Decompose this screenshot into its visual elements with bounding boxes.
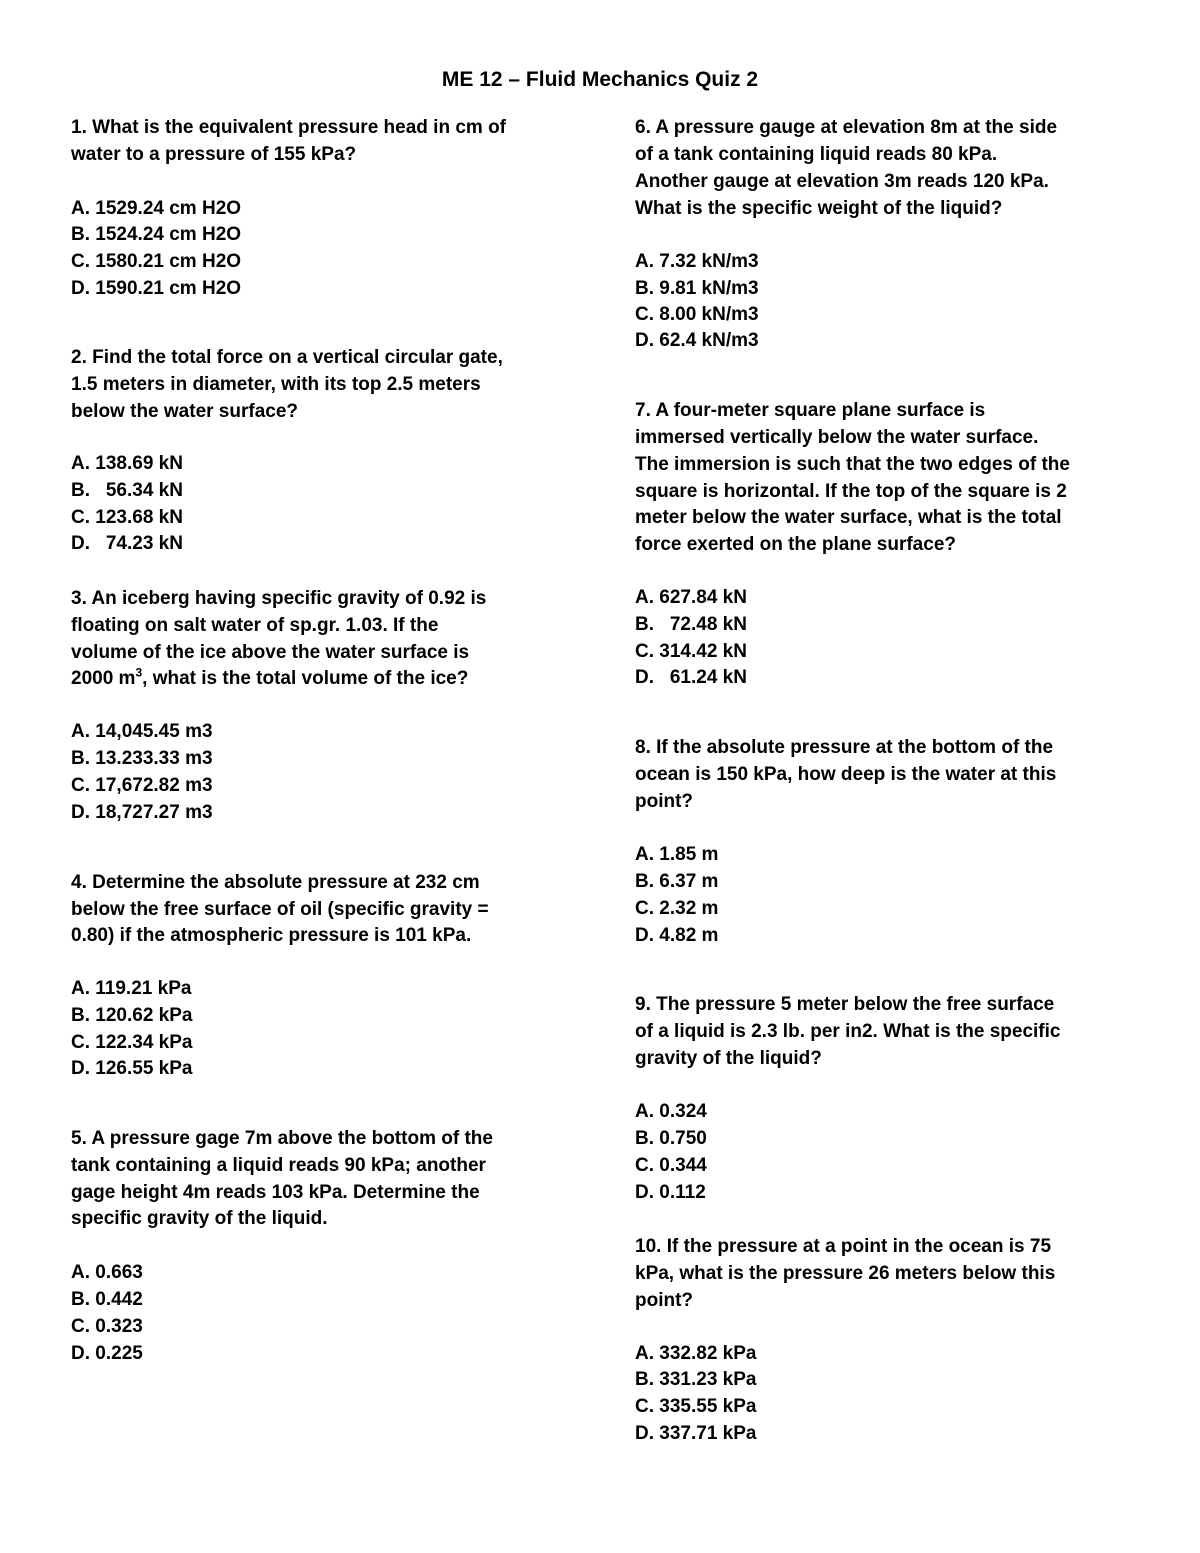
question-8-text: 8. If the absolute pressure at the bottom of the [635, 737, 1054, 758]
question-2-choice-d: D. 74.23 kN [71, 533, 183, 554]
question-1-choice-c: C. 1580.21 cm H2O [71, 251, 242, 272]
question-1-text: 1. What is the equivalent pressure head in cm of [71, 117, 506, 138]
question-7-text: force exerted on the plane surface? [635, 534, 956, 555]
question-7-choice-b: B. 72.48 kN [635, 614, 747, 635]
question-3-text: 3. An iceberg having specific gravity of 0.92 is [71, 588, 487, 609]
question-4-choice-b: B. 120.62 kPa [71, 1005, 193, 1026]
question-3-text: floating on salt water of sp.gr. 1.03. If the [71, 615, 439, 636]
question-2-choice-a: A. 138.69 kN [71, 453, 183, 474]
question-5-text: 5. A pressure gage 7m above the bottom of the [71, 1128, 493, 1149]
question-2-choice-c: C. 123.68 kN [71, 507, 183, 528]
question-3-text [71, 667, 468, 691]
question-10-text: point? [635, 1290, 694, 1311]
question-9-text: gravity of the liquid? [635, 1048, 822, 1069]
question-4-text: 4. Determine the absolute pressure at 232 cm [71, 872, 480, 893]
question-7-choice-c: C. 314.42 kN [635, 641, 747, 662]
question-3-text-part: 2000 m [71, 668, 136, 689]
question-2-choice-b: B. 56.34 kN [71, 480, 183, 501]
question-7-text: immersed vertically below the water surface. [635, 427, 1039, 448]
question-7-choice-a: A. 627.84 kN [635, 587, 747, 608]
question-3-text: volume of the ice above the water surface is [71, 642, 470, 663]
question-10-choice-a: A. 332.82 kPa [635, 1343, 757, 1364]
question-10-choice-c: C. 335.55 kPa [635, 1396, 757, 1417]
question-9-text: 9. The pressure 5 meter below the free surface [635, 994, 1055, 1015]
question-3-choice-d: D. 18,727.27 m3 [71, 802, 213, 823]
question-4-text: below the free surface of oil (specific gravity = [71, 899, 489, 920]
question-7-text: square is horizontal. If the top of the square is 2 [635, 481, 1067, 502]
question-5-choice-b: B. 0.442 [71, 1289, 143, 1310]
question-6-text: 6. A pressure gauge at elevation 8m at the side [635, 117, 1058, 138]
question-9-choice-d: D. 0.112 [635, 1182, 706, 1203]
question-6-choice-d: D. 62.4 kN/m3 [635, 330, 759, 351]
question-5-text: gage height 4m reads 103 kPa. Determine the [71, 1182, 480, 1203]
question-5-choice-d: D. 0.225 [71, 1343, 143, 1364]
question-2-text: 2. Find the total force on a vertical circular gate, [71, 347, 503, 368]
question-10-choice-d: D. 337.71 kPa [635, 1423, 757, 1444]
question-6-choice-b: B. 9.81 kN/m3 [635, 278, 759, 299]
question-6-text: Another gauge at elevation 3m reads 120 kPa. [635, 171, 1049, 192]
question-9-choice-a: A. 0.324 [635, 1101, 707, 1122]
question-8-choice-c: C. 2.32 m [635, 898, 719, 919]
question-4-choice-c: C. 122.34 kPa [71, 1032, 193, 1053]
question-6-choice-c: C. 8.00 kN/m3 [635, 304, 759, 325]
question-8-choice-d: D. 4.82 m [635, 925, 719, 946]
question-3-text-part: , what is the total volume of the ice? [142, 668, 469, 689]
question-5-choice-c: C. 0.323 [71, 1316, 143, 1337]
question-1-text: water to a pressure of 155 kPa? [71, 144, 357, 165]
question-10-text: kPa, what is the pressure 26 meters below this [635, 1263, 1056, 1284]
question-8-choice-a: A. 1.85 m [635, 844, 719, 865]
question-6-text: What is the specific weight of the liquid? [635, 198, 1003, 219]
question-8-choice-b: B. 6.37 m [635, 871, 719, 892]
question-2-text: 1.5 meters in diameter, with its top 2.5 meters [71, 374, 481, 395]
question-3-choice-c: C. 17,672.82 m3 [71, 775, 213, 796]
question-8-text: point? [635, 791, 694, 812]
question-9-text: of a liquid is 2.3 lb. per in2. What is the specific [635, 1021, 1061, 1042]
question-2-text: below the water surface? [71, 401, 299, 422]
question-6-text: of a tank containing liquid reads 80 kPa. [635, 144, 998, 165]
question-4-text: 0.80) if the atmospheric pressure is 101 kPa. [71, 925, 472, 946]
question-5-text: specific gravity of the liquid. [71, 1208, 328, 1229]
question-3-choice-b: B. 13.233.33 m3 [71, 748, 213, 769]
question-7-text: The immersion is such that the two edges of the [635, 454, 1070, 475]
question-6-choice-a: A. 7.32 kN/m3 [635, 251, 759, 272]
question-8-text: ocean is 150 kPa, how deep is the water at this [635, 764, 1057, 785]
question-10-text: 10. If the pressure at a point in the ocean is 75 [635, 1236, 1052, 1257]
question-9-choice-c: C. 0.344 [635, 1155, 707, 1176]
question-9-choice-b: B. 0.750 [635, 1128, 707, 1149]
question-5-text: tank containing a liquid reads 90 kPa; another [71, 1155, 486, 1176]
question-4-choice-a: A. 119.21 kPa [71, 978, 192, 999]
question-5-choice-a: A. 0.663 [71, 1262, 143, 1283]
question-7-text: 7. A four-meter square plane surface is [635, 400, 986, 421]
question-7-text: meter below the water surface, what is the total [635, 507, 1062, 528]
question-10-choice-b: B. 331.23 kPa [635, 1369, 757, 1390]
question-3-choice-a: A. 14,045.45 m3 [71, 721, 213, 742]
quiz-title: ME 12 – Fluid Mechanics Quiz 2 [441, 68, 759, 91]
superscript-exponent: 3 [135, 665, 143, 680]
question-7-choice-d: D. 61.24 kN [635, 667, 747, 688]
question-4-choice-d: D. 126.55 kPa [71, 1058, 193, 1079]
question-1-choice-a: A. 1529.24 cm H2O [71, 198, 242, 219]
question-1-choice-b: B. 1524.24 cm H2O [71, 224, 242, 245]
question-1-choice-d: D. 1590.21 cm H2O [71, 278, 242, 299]
